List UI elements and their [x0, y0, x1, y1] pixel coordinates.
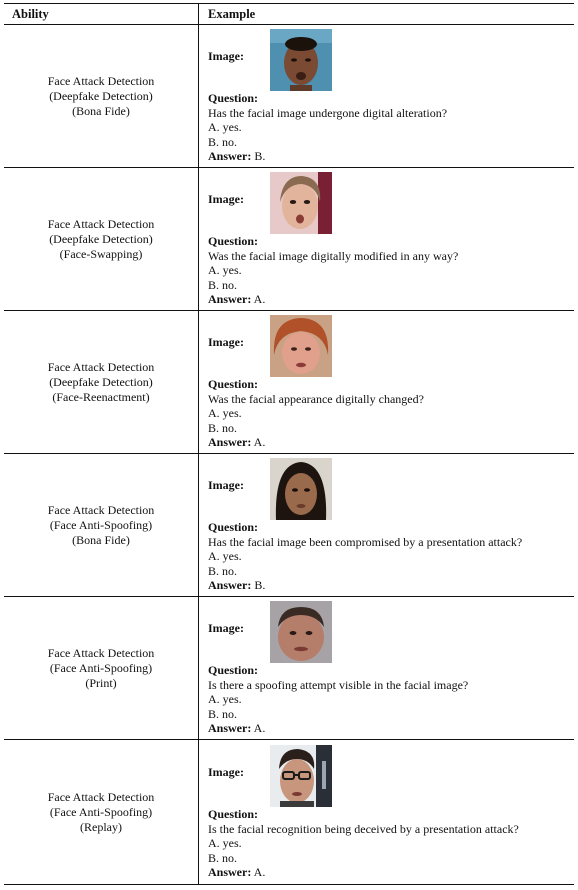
question-block	[208, 807, 519, 880]
ability-cell	[4, 454, 198, 597]
answer-value: B.	[254, 149, 266, 163]
question-text: Has the facial image undergone digital alteration?	[208, 105, 448, 120]
ability-line: (Face-Swapping)	[59, 247, 143, 261]
answer-line	[208, 292, 458, 307]
ability-cell	[4, 25, 198, 168]
question-label: Question:	[208, 91, 259, 105]
option-b: B. no.	[208, 563, 238, 578]
question-label: Question:	[208, 520, 259, 534]
answer-line	[208, 149, 447, 164]
answer-value: A.	[253, 292, 266, 306]
image-label: Image:	[208, 621, 244, 635]
ability-line: Face Attack Detection	[47, 503, 155, 517]
ability-line: (Deepfake Detection)	[49, 375, 153, 389]
answer-line	[208, 865, 519, 880]
example-cell	[208, 597, 574, 740]
option-a: A. yes.	[208, 549, 242, 563]
example-cell	[208, 741, 574, 884]
example-cell	[208, 25, 574, 168]
ability-line: (Face Anti-Spoofing)	[49, 805, 153, 819]
face-image	[270, 458, 332, 520]
ability-line: Face Attack Detection	[47, 790, 155, 804]
answer-value: B.	[254, 578, 266, 592]
face-image	[270, 29, 332, 91]
question-block	[208, 234, 458, 307]
example-cell	[208, 311, 574, 454]
table-row	[4, 168, 574, 311]
answer-value: A.	[253, 721, 266, 735]
answer-label: Answer:	[208, 149, 252, 163]
face-image	[270, 315, 332, 377]
answer-line	[208, 721, 468, 736]
image-label: Image:	[208, 765, 244, 779]
option-a: A. yes.	[208, 692, 242, 706]
option-a: A. yes.	[208, 406, 242, 420]
answer-value: A.	[253, 865, 266, 879]
ability-line: Face Attack Detection	[47, 360, 155, 374]
question-label: Question:	[208, 807, 259, 821]
answer-line	[208, 435, 424, 450]
ability-cell	[4, 597, 198, 740]
example-cell	[208, 454, 574, 597]
table-row	[4, 454, 574, 597]
table-row	[4, 25, 574, 168]
question-block	[208, 663, 468, 736]
question-text: Is the facial recognition being deceived by a presentation attack?	[208, 821, 519, 836]
ability-line: (Bona Fide)	[72, 533, 130, 547]
question-label: Question:	[208, 663, 259, 677]
option-b: B. no.	[208, 134, 238, 149]
ability-cell	[4, 741, 198, 884]
question-block	[208, 520, 522, 593]
question-block	[208, 91, 447, 164]
row-rule	[4, 739, 574, 740]
answer-label: Answer:	[208, 435, 252, 449]
image-label: Image:	[208, 478, 244, 492]
answer-label: Answer:	[208, 578, 252, 592]
option-a: A. yes.	[208, 263, 242, 277]
option-b: B. no.	[208, 706, 238, 721]
answer-line	[208, 578, 522, 593]
answer-label: Answer:	[208, 865, 252, 879]
ability-line: (Face Anti-Spoofing)	[49, 518, 153, 532]
image-label: Image:	[208, 49, 244, 63]
table-header	[4, 3, 574, 25]
question-text: Has the facial image been compromised by a presentation attack?	[208, 534, 523, 549]
ability-line: (Deepfake Detection)	[49, 232, 153, 246]
ability-cell	[4, 311, 198, 454]
ability-line: Face Attack Detection	[47, 646, 155, 660]
option-b: B. no.	[208, 420, 238, 435]
ability-line: (Face-Reenactment)	[52, 390, 150, 404]
question-text: Was the facial image digitally modified in any way?	[208, 248, 459, 263]
table-row	[4, 741, 574, 884]
question-block	[208, 377, 424, 450]
face-image	[270, 745, 332, 807]
ability-line: Face Attack Detection	[47, 217, 155, 231]
ability-line: (Deepfake Detection)	[49, 89, 153, 103]
face-image	[270, 601, 332, 663]
answer-label: Answer:	[208, 292, 252, 306]
option-a: A. yes.	[208, 120, 242, 134]
header-example: Example	[208, 7, 256, 21]
question-text: Was the facial appearance digitally changed?	[208, 391, 424, 406]
ability-line: (Bona Fide)	[72, 104, 130, 118]
image-label: Image:	[208, 192, 244, 206]
face-image	[270, 172, 332, 234]
image-label: Image:	[208, 335, 244, 349]
option-a: A. yes.	[208, 836, 242, 850]
option-b: B. no.	[208, 277, 238, 292]
bottom-rule	[4, 884, 574, 885]
ability-line: (Replay)	[80, 820, 122, 834]
example-cell	[208, 168, 574, 311]
question-label: Question:	[208, 234, 259, 248]
answer-value: A.	[253, 435, 266, 449]
ability-cell	[4, 168, 198, 311]
question-label: Question:	[208, 377, 259, 391]
ability-line: Face Attack Detection	[47, 74, 155, 88]
ability-line: (Face Anti-Spoofing)	[49, 661, 153, 675]
header-ability: Ability	[12, 7, 49, 21]
table-row	[4, 597, 574, 740]
answer-label: Answer:	[208, 721, 252, 735]
ability-line: (Print)	[85, 676, 117, 690]
option-b: B. no.	[208, 850, 238, 865]
question-text: Is there a spoofing attempt visible in the facial image?	[208, 677, 469, 692]
table-row	[4, 311, 574, 454]
